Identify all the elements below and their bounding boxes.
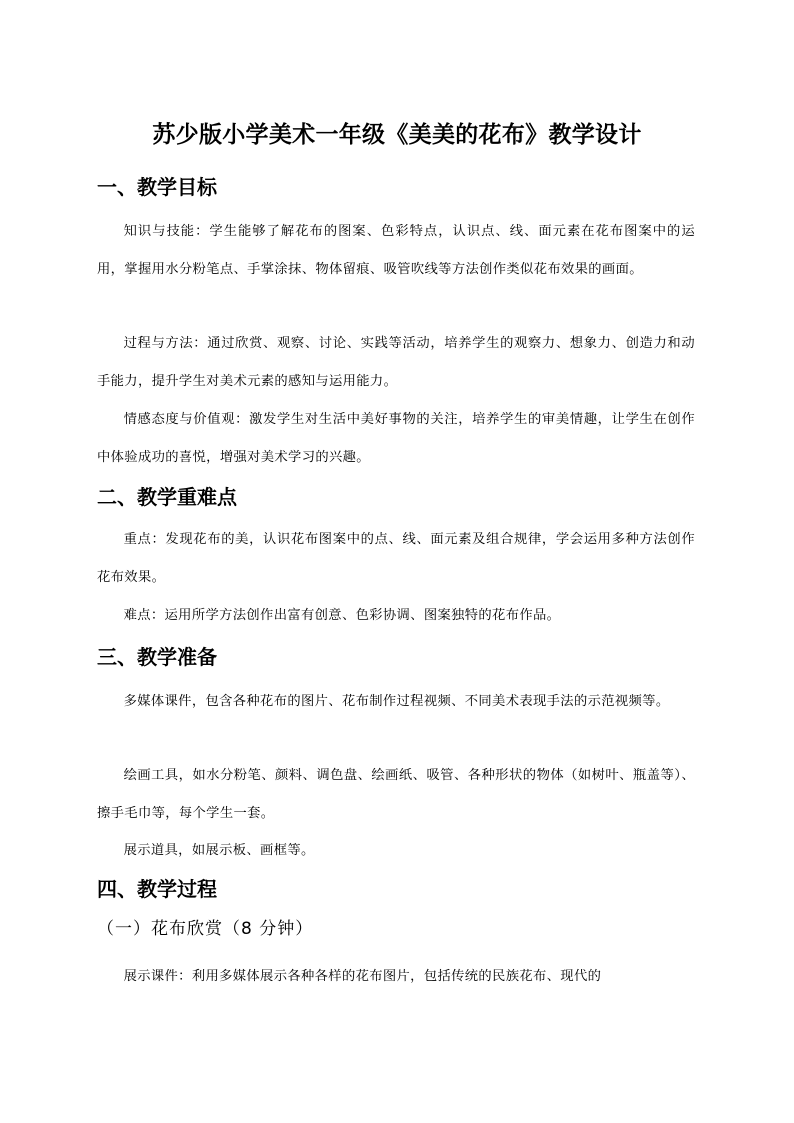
- document-title: 苏少版小学美术一年级《美美的花布》教学设计: [152, 122, 642, 148]
- section-heading-process: 四、教学过程: [97, 877, 217, 901]
- paragraph-knowledge-skills: 知识与技能：学生能够了解花布的图案、色彩特点，认识点、线、面元素在花布图案中的运用，掌握用水分粉笔点、手掌涂抹、物体留痕、吸管吹线等方法创作类似花布效果的画面。: [97, 224, 695, 277]
- paragraph-process-methods: 过程与方法：通过欣赏、观察、讨论、实践等活动，培养学生的观察力、想象力、创造力和动手能力，提升学生对美术元素的感知与运用能力。: [97, 336, 695, 389]
- section-heading-preparation: 三、教学准备: [97, 645, 217, 669]
- paragraph-display-props: 展示道具，如展示板、画框等。: [123, 843, 315, 858]
- section-heading-objectives: 一、教学目标: [97, 175, 217, 199]
- paragraph-emotion-values: 情感态度与价值观：激发学生对生活中美好事物的关注，培养学生的审美情趣，让学生在创作中体验成功的喜悦，增强对美术学习的兴趣。: [97, 412, 695, 465]
- subsection-heading-appreciation: （一）花布欣赏（8 分钟）: [97, 919, 314, 939]
- paragraph-key-point: 重点：发现花布的美，认识花布图案中的点、线、面元素及组合规律，学会运用多种方法创作花布效果。: [97, 532, 695, 585]
- paragraph-courseware-display: 展示课件：利用多媒体展示各种各样的花布图片，包括传统的民族花布、现代的: [123, 969, 602, 984]
- paragraph-drawing-tools: 绘画工具，如水分粉笔、颜料、调色盘、绘画纸、吸管、各种形状的物体（如树叶、瓶盖等）、擦手毛巾等，每个学生一套。: [97, 768, 695, 821]
- paragraph-multimedia: 多媒体课件，包含各种花布的图片、花布制作过程视频、不同美术表现手法的示范视频等。: [123, 694, 670, 709]
- section-heading-key-points: 二、教学重难点: [97, 485, 237, 509]
- paragraph-difficulty: 难点：运用所学方法创作出富有创意、色彩协调、图案独特的花布作品。: [123, 608, 561, 623]
